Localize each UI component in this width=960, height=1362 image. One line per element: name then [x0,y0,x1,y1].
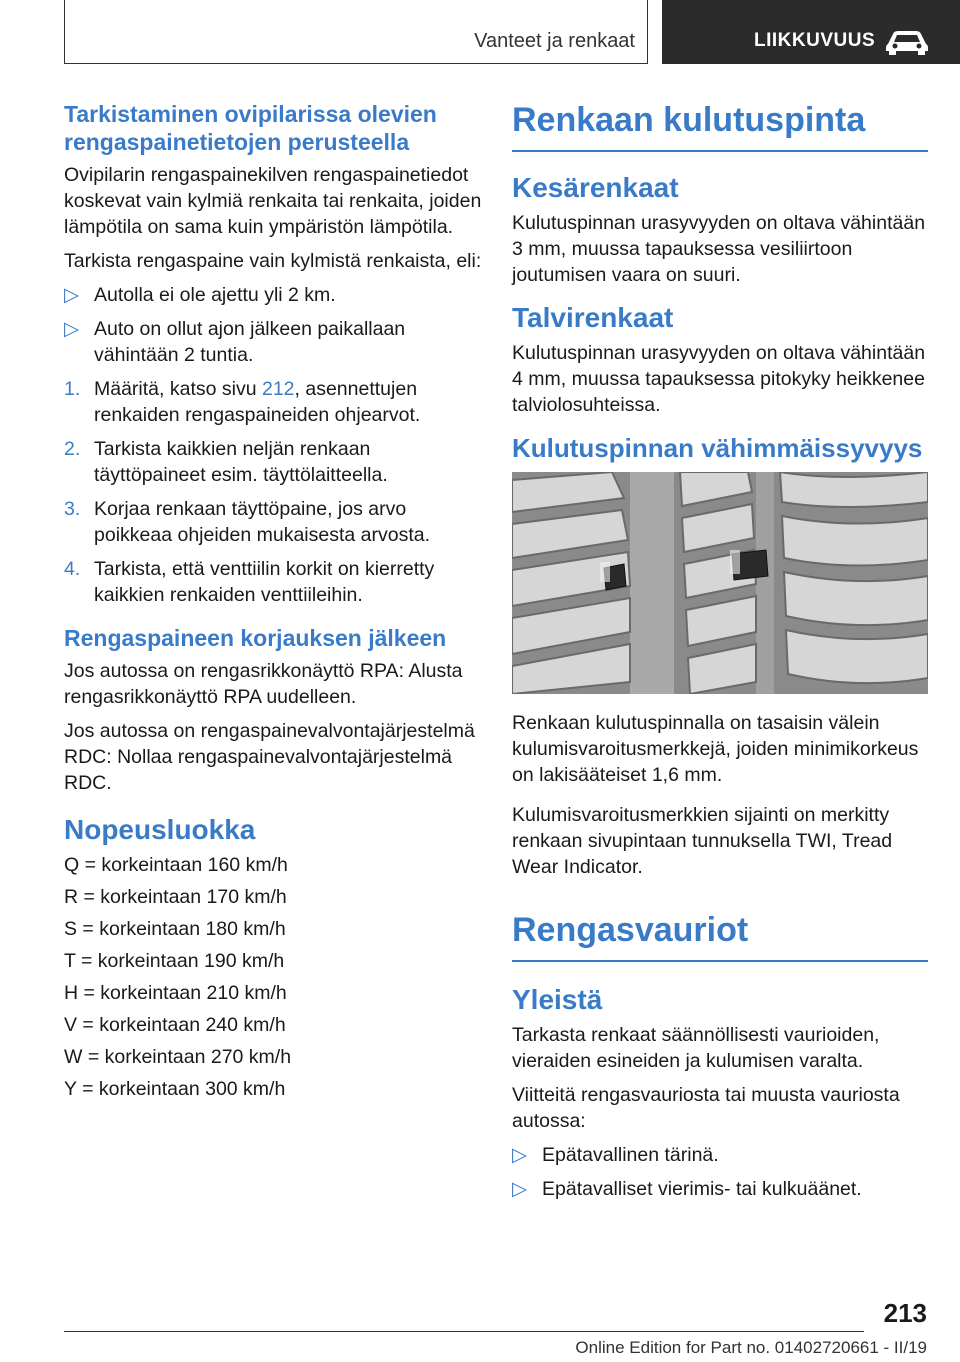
paragraph: Viitteitä rengasvauriosta tai muusta vauriosta autossa: [512,1084,900,1132]
chapter-title: LIIKKUVUUS [754,30,876,51]
heading-check: Tarkistaminen ovipilarissa olevien rengaspainetietojen perusteella [64,101,437,155]
triangle-bullet-icon: ▷ [512,1178,527,1200]
speed-class-item: H = korkeintaan 210 km/h [64,982,287,1004]
step-number: 1. [64,378,81,400]
speed-class-item: T = korkeintaan 190 km/h [64,950,285,972]
right-column [512,100,928,1210]
heading-after-correction: Rengaspaineen korjauksen jälkeen [64,625,447,651]
speed-class-item: S = korkeintaan 180 km/h [64,918,286,940]
speed-class-item: V = korkeintaan 240 km/h [64,1014,286,1036]
heading-speed-class: Nopeusluokka [64,814,256,845]
footer-edition: Online Edition for Part no. 01402720661 - II/19 [575,1338,927,1357]
paragraph: Kulutuspinnan urasyvyyden on oltava vähintään 4 mm, muussa tapauksessa pitokyky heikkenee talviolosuhteissa. [512,342,926,416]
speed-class-item: Q = korkeintaan 160 km/h [64,854,288,876]
paragraph: Kulutuspinnan urasyvyyden on oltava vähintään 3 mm, muussa tapauksessa vesiliirtoon joutumisen vaara on suuri. [512,212,926,286]
heading-tread: Renkaan kulutuspinta [512,100,928,152]
paragraph: Renkaan kulutuspinnalla on tasaisin välein kulumisvaroitusmerkkejä, joiden minimikorkeus on lakisääteiset 1,6 mm. [512,712,919,786]
heading-tire-damage: Rengasvauriot [512,910,928,962]
page-number: 213 [883,1298,927,1328]
triangle-bullet-icon: ▷ [64,284,79,306]
paragraph: Tarkasta renkaat säännöllisesti vaurioiden, vieraiden esineiden ja kulumisen varalta. [512,1024,880,1072]
paragraph: Jos autossa on rengasrikkonäyttö RPA: Alusta rengasrikkonäyttö RPA uudelleen. [64,660,463,708]
section-title: Vanteet ja renkaat [474,30,635,52]
paragraph: Kulumisvaroitusmerkkien sijainti on merkitty renkaan sivupintaan tunnuksella TWI, Tread Wear Indicator. [512,804,893,878]
step-number: 2. [64,438,81,460]
speed-class-item: R = korkeintaan 170 km/h [64,886,287,908]
triangle-bullet-icon: ▷ [64,318,79,340]
tire-tread-illustration [512,472,928,694]
step-item: 3. Korjaa renkaan täyttöpaine, jos arvo poikkeaa ohjeiden mukaisesta arvosta. [64,498,431,546]
heading-general: Yleistä [512,984,603,1015]
bullet-list [64,282,482,368]
chapter-tab [662,0,960,64]
step-item: 2. Tarkista kaikkien neljän renkaan täyttöpaineet esim. täyttölaitteella. [64,438,388,486]
left-column [64,100,482,1108]
step-number: 4. [64,558,81,580]
numbered-steps [64,376,482,608]
step-item: 1. Määritä, katso sivu 212, asennettujen renkaiden rengaspaineiden ohjearvot. [64,378,421,426]
speed-class-list [64,852,482,1102]
list-item: ▷ Auto on ollut ajon jälkeen paikallaan vähintään 2 tuntia. [64,318,406,366]
heading-summer: Kesärenkaat [512,172,679,203]
step-number: 3. [64,498,81,520]
speed-class-item: W = korkeintaan 270 km/h [64,1046,292,1068]
triangle-bullet-icon: ▷ [512,1144,527,1166]
heading-min-depth: Kulutuspinnan vähimmäissyvyys [512,433,923,463]
paragraph: Tarkista rengaspaine vain kylmistä renkaista, eli: [64,250,482,272]
car-icon [884,28,930,56]
paragraph: Ovipilarin rengaspainekilven rengaspainetiedot koskevat vain kylmiä renkaita tai renkaita, joiden lämpötila on sama kuin ympäristön lämpötila. [64,164,482,238]
step-item: 4. Tarkista, että venttiilin korkit on kierretty kaikkien renkaiden venttiileihin. [64,558,435,606]
bullet-list [512,1142,928,1202]
page-reference-link[interactable]: 212 [261,378,295,400]
speed-class-item: Y = korkeintaan 300 km/h [64,1078,286,1100]
heading-winter: Talvirenkaat [512,302,674,333]
list-item: ▷ Autolla ei ole ajettu yli 2 km. [64,284,336,306]
paragraph: Jos autossa on rengaspainevalvontajärjestelmä RDC: Nollaa rengaspainevalvontajärjestelmä RDC. [64,720,475,794]
list-item: ▷ Epätavallinen tärinä. [512,1144,719,1166]
footer-divider [64,1331,864,1332]
list-item: ▷ Epätavalliset vierimis- tai kulkuäänet. [512,1178,862,1200]
